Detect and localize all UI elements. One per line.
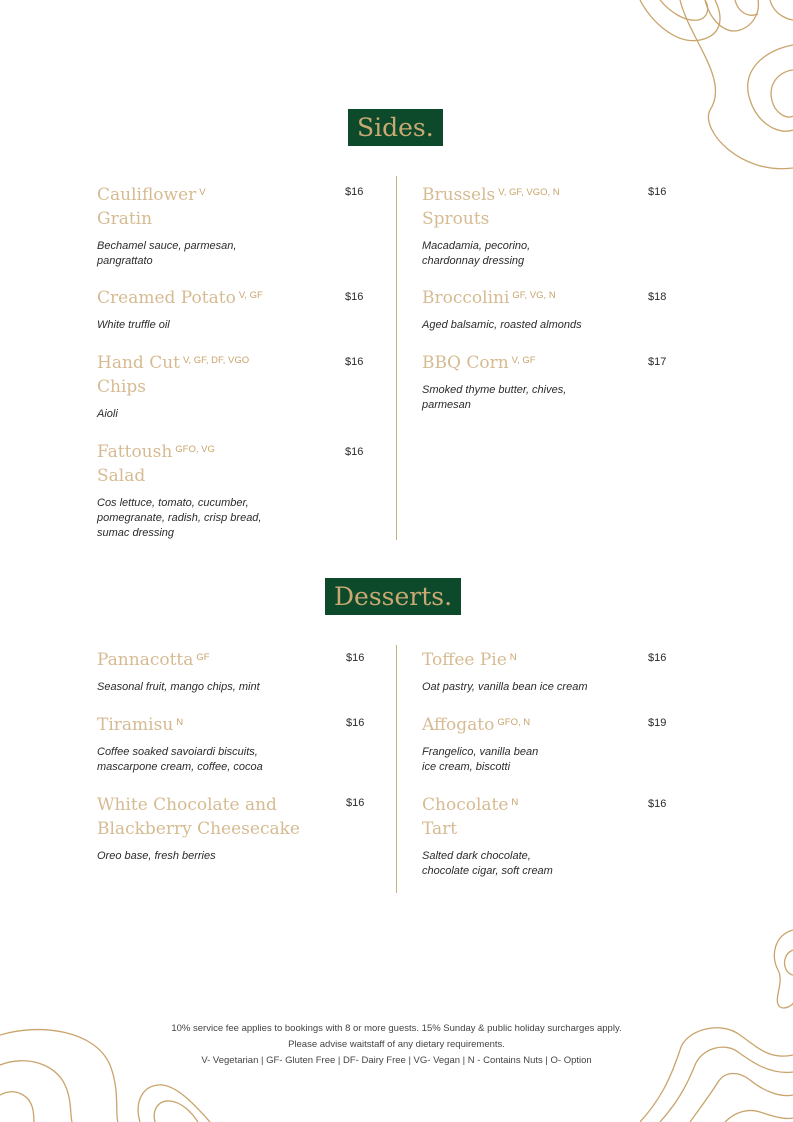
item-name: White Chocolate and Blackberry Cheesecake bbox=[97, 795, 300, 839]
dietary-tags: GFO, VG bbox=[175, 444, 215, 455]
menu-item-bbq-corn bbox=[422, 351, 642, 413]
menu-item-fattoush-salad bbox=[97, 440, 327, 541]
menu-item-toffee-pie bbox=[422, 648, 642, 695]
dietary-tags: GF bbox=[196, 652, 210, 663]
item-name: Chocolate $^N$ Tart bbox=[422, 795, 519, 839]
item-price: $16 bbox=[648, 798, 667, 810]
item-price: $16 bbox=[345, 446, 364, 458]
menu-item-pannacotta bbox=[97, 648, 327, 695]
topographic-decoration-right-middle bbox=[760, 925, 793, 1010]
item-name: Tiramisu $^N$ bbox=[97, 715, 184, 735]
dietary-tags: V, GF bbox=[238, 290, 263, 301]
item-description: Coffee soaked savoiardi biscuits, mascarpone cream, coffee, cocoa bbox=[97, 746, 263, 773]
item-description: White truffle oil bbox=[97, 319, 170, 331]
desserts-column-divider bbox=[396, 645, 397, 893]
item-description: Macadamia, pecorino, chardonnay dressing bbox=[422, 240, 531, 267]
dietary-tags: V bbox=[199, 187, 206, 198]
menu-item-broccolini bbox=[422, 286, 642, 333]
item-name: Hand Cut $^{V, GF, DF, VGO}$ Chips bbox=[97, 353, 250, 397]
menu-item-creamed-potato bbox=[97, 286, 327, 333]
item-name: Cauliflower $^V$ Gratin bbox=[97, 185, 206, 229]
item-price: $16 bbox=[346, 797, 365, 809]
dietary-tags: N bbox=[509, 652, 517, 663]
menu-item-chocolate-tart bbox=[422, 793, 642, 879]
dietary-advice-note: Please advise waitstaff of any dietary requirements. bbox=[288, 1039, 505, 1050]
item-price: $16 bbox=[345, 186, 364, 198]
item-description: Smoked thyme butter, chives, parmesan bbox=[422, 384, 567, 411]
item-description: Aged balsamic, roasted almonds bbox=[422, 319, 582, 331]
dietary-tags: N bbox=[176, 717, 184, 728]
dietary-tags: GFO, N bbox=[497, 717, 531, 728]
dietary-tags: V, GF bbox=[511, 355, 536, 366]
item-price: $16 bbox=[345, 356, 364, 368]
dietary-tags: V, GF, DF, VGO bbox=[182, 355, 250, 366]
item-description: Bechamel sauce, parmesan, pangrattato bbox=[97, 240, 237, 267]
item-price: $18 bbox=[648, 291, 667, 303]
dietary-tags: GF, VG, N bbox=[512, 290, 556, 301]
item-name: Toffee Pie $^N$ bbox=[422, 650, 517, 670]
item-description: Oreo base, fresh berries bbox=[97, 850, 216, 862]
item-description: Aioli bbox=[97, 408, 118, 420]
desserts-title: Desserts. bbox=[325, 578, 461, 615]
item-name: BBQ Corn $^{V, GF}$ bbox=[422, 353, 536, 373]
menu-item-white-chocolate-blackberry-cheesecake bbox=[97, 793, 337, 864]
dietary-legend: V- Vegetarian | GF- Gluten Free | DF- Dairy Free | VG- Vegan | N - Contains Nuts | O- Option bbox=[201, 1055, 592, 1066]
item-name: Fattoush $^{GFO, VG}$ Salad bbox=[97, 442, 215, 486]
footer-notes bbox=[0, 1021, 793, 1069]
item-price: $19 bbox=[648, 717, 667, 729]
item-price: $16 bbox=[346, 652, 365, 664]
topographic-decoration-top-right bbox=[630, 0, 793, 175]
dietary-tags: V, GF, VGO, N bbox=[498, 187, 560, 198]
item-price: $16 bbox=[345, 291, 364, 303]
item-price: $16 bbox=[346, 717, 365, 729]
item-description: Oat pastry, vanilla bean ice cream bbox=[422, 681, 588, 693]
sides-title: Sides. bbox=[348, 109, 443, 146]
item-description: Salted dark chocolate, chocolate cigar, soft cream bbox=[422, 850, 553, 877]
menu-item-brussels-sprouts bbox=[422, 183, 642, 269]
item-name: Brussels $^{V, GF, VGO, N}$ Sprouts bbox=[422, 185, 560, 229]
menu-item-tiramisu bbox=[97, 713, 327, 775]
item-name: Affogato $^{GFO, N}$ bbox=[422, 715, 531, 735]
item-name: Broccolini $^{GF, VG, N}$ bbox=[422, 288, 556, 308]
item-name: Creamed Potato $^{V, GF}$ bbox=[97, 288, 263, 308]
item-name: Pannacotta $^{GF}$ bbox=[97, 650, 210, 670]
menu-item-hand-cut-chips bbox=[97, 351, 327, 422]
item-description: Frangelico, vanilla bean ice cream, biscotti bbox=[422, 746, 539, 773]
item-price: $16 bbox=[648, 186, 667, 198]
dietary-tags: N bbox=[511, 797, 519, 808]
item-price: $16 bbox=[648, 652, 667, 664]
service-fee-note: 10% service fee applies to bookings with 8 or more guests. 15% Sunday & public holiday surcharges apply. bbox=[171, 1023, 622, 1034]
item-price: $17 bbox=[648, 356, 667, 368]
item-description: Cos lettuce, tomato, cucumber, pomegranate, radish, crisp bread, sumac dressing bbox=[97, 497, 262, 539]
sides-column-divider bbox=[396, 176, 397, 540]
item-description: Seasonal fruit, mango chips, mint bbox=[97, 681, 260, 693]
menu-item-affogato bbox=[422, 713, 642, 775]
menu-item-cauliflower-gratin bbox=[97, 183, 327, 269]
